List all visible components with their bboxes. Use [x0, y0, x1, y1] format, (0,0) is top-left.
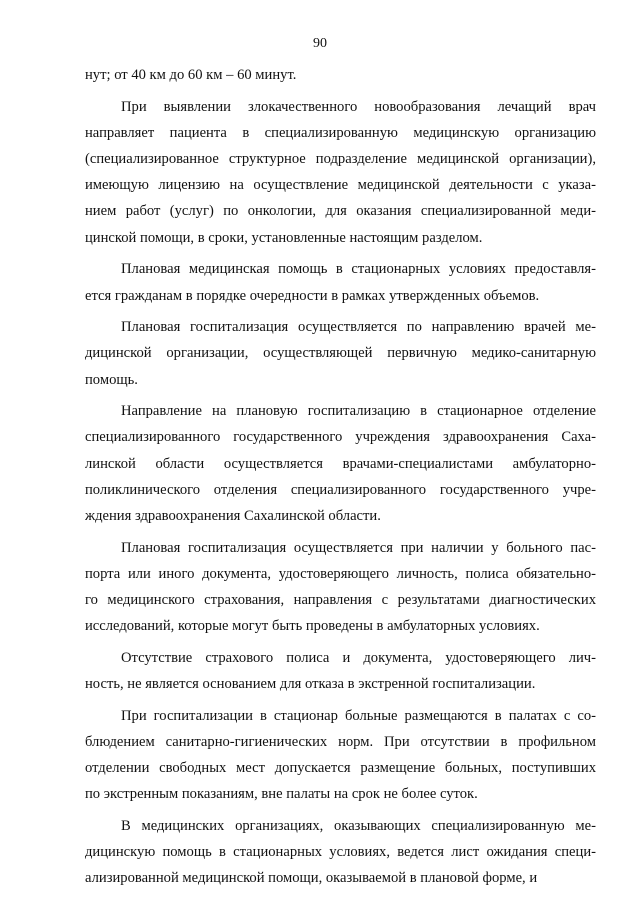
- text-line: ждения здравоохранения Сахалинской области.: [85, 508, 381, 524]
- text-line: Плановая госпитализация осуществляется по направлению врачей ме-: [121, 319, 596, 336]
- text-line: отделении свободных мест допускается размещение больных, поступивших: [85, 760, 596, 777]
- text-line: специализированного государственного учреждения здравоохранения Саха-: [85, 429, 596, 446]
- text-line: по экстренным показаниям, вне палаты на срок не более суток.: [85, 786, 478, 803]
- text-line: Плановая госпитализация осуществляется при наличии у больного пас-: [121, 539, 596, 556]
- text-line: направляет пациента в специализированную медицинскую организацию: [85, 124, 596, 141]
- text-line: цинской помощи, в сроки, установленные настоящим разделом.: [85, 229, 483, 246]
- text-line: дицинской организации, осуществляющей первичную медико-санитарную: [85, 345, 596, 362]
- text-line: В медицинских организациях, оказывающих специализированную ме-: [121, 818, 596, 835]
- paragraph: [85, 94, 596, 251]
- text-line: ется гражданам в порядке очередности в рамках утвержденных объемов.: [85, 287, 540, 304]
- paragraph: [85, 256, 596, 308]
- paragraph: [85, 645, 596, 697]
- text-line: линской области осуществляется врачами-специалистами амбулаторно-: [85, 455, 596, 472]
- text-line: При выявлении злокачественного новообразования лечащий врач: [121, 98, 596, 115]
- paragraph: [85, 813, 596, 892]
- page-number: 90: [313, 36, 327, 51]
- document-body: [85, 62, 596, 892]
- text-line: го медицинского страхования, направления с результатами диагностических: [85, 592, 596, 609]
- text-line: нием работ (услуг) по онкологии, для оказания специализированной меди-: [85, 203, 596, 220]
- text-line: имеющую лицензию на осуществление медицинской деятельности с указа-: [85, 177, 596, 194]
- text-line: Направление на плановую госпитализацию в стационарное отделение: [121, 403, 596, 420]
- text-line: блюдением санитарно-гигиенических норм. При отсутствии в профильном: [85, 734, 596, 750]
- paragraph: [85, 703, 596, 808]
- text-line: (специализированное структурное подразделение медицинской организации),: [85, 151, 596, 168]
- paragraph: [85, 314, 596, 393]
- text-line: дицинскую помощь в стационарных условиях, ведется лист ожидания специ-: [85, 844, 596, 861]
- text-line: порта или иного документа, удостоверяющего личность, полиса обязательно-: [85, 565, 596, 582]
- text-line: исследований, которые могут быть проведены в амбулаторных условиях.: [85, 618, 540, 635]
- text-line: поликлинического отделения специализированного государственного учре-: [85, 481, 596, 498]
- text-line: помощь.: [85, 371, 138, 388]
- text-line: ализированной медицинской помощи, оказываемой в плановой форме, и: [85, 870, 538, 887]
- text-line: ность, не является основанием для отказа в экстренной госпитализации.: [85, 676, 536, 693]
- paragraph: [85, 62, 596, 88]
- text-line: нут; от 40 км до 60 км – 60 минут.: [85, 67, 297, 83]
- paragraph: [85, 535, 596, 640]
- text-line: При госпитализации в стационар больные размещаются в палатах с со-: [121, 707, 596, 724]
- paragraph: [85, 398, 596, 529]
- text-line: Плановая медицинская помощь в стационарных условиях предоставля-: [121, 261, 596, 278]
- text-line: Отсутствие страхового полиса и документа, удостоверяющего лич-: [121, 649, 596, 666]
